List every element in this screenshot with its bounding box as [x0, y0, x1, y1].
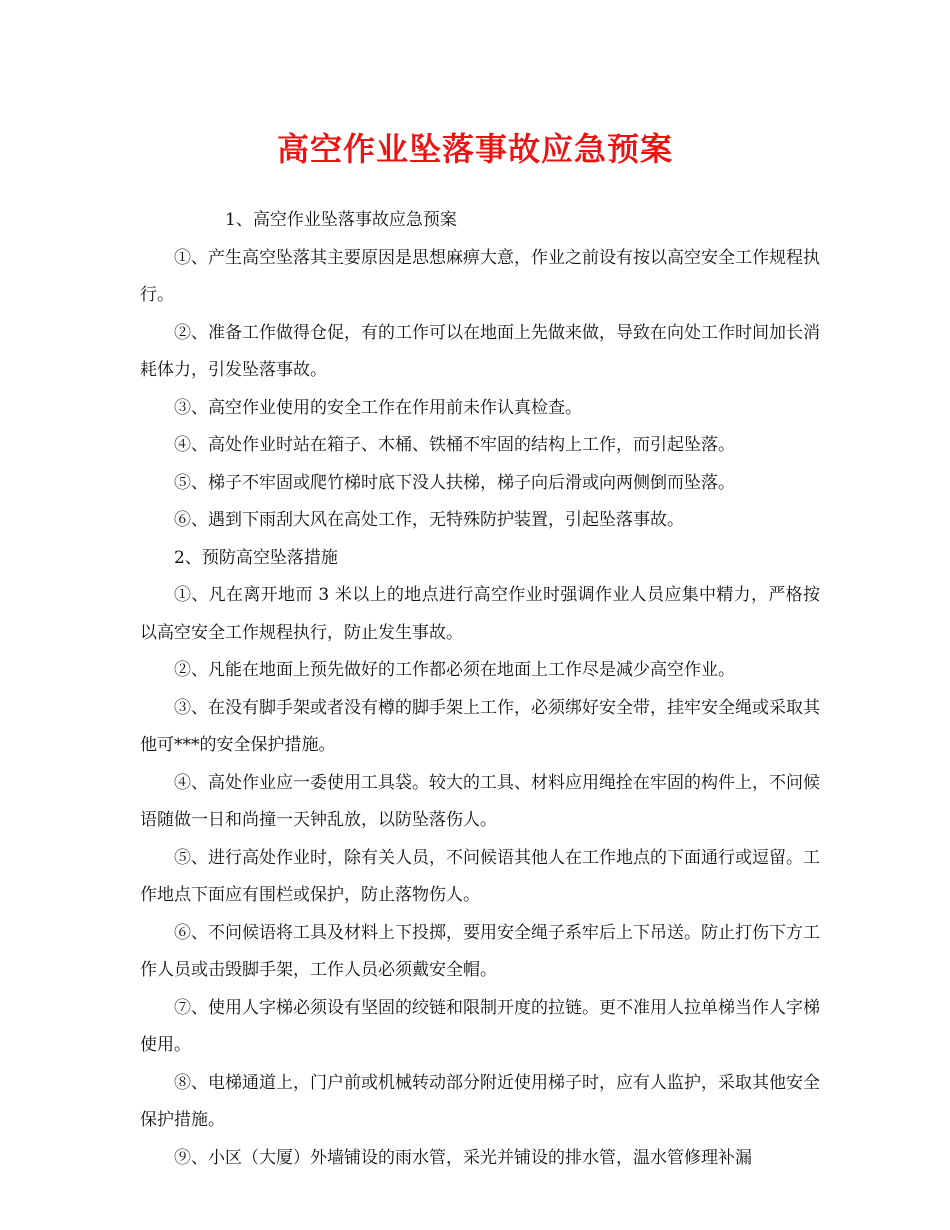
document-title: 高空作业坠落事故应急预案 — [276, 130, 673, 168]
section-2-item: ④、高处作业应一委使用工具袋。较大的工具、材料应用绳拴在牢固的构件上，不问候语随做一日和尚撞一天钟乱放，以防坠落伤人。 — [140, 772, 820, 830]
section-2-item: ⑨、小区（大厦）外墙铺设的雨水管，采光并铺设的排水管，温水管修理补漏 — [174, 1147, 752, 1168]
section-1-item: ③、高空作业使用的安全工作在作用前未作认真检查。 — [174, 397, 582, 418]
section-2-item: ①、凡在离开地而 3 米以上的地点进行高空作业时强调作业人员应集中精力，严格按以高空安全工作规程执行，防止发生事故。 — [140, 585, 820, 643]
section-2-item: ③、在没有脚手架或者没有樽的脚手架上工作，必须绑好安全带，挂牢安全绳或采取其他可***的安全保护措施。 — [140, 697, 820, 755]
section-2-heading: 2、预防高空坠落措施 — [174, 547, 338, 568]
section-1-heading: 1、高空作业坠落事故应急预案 — [225, 210, 457, 230]
section-2-item: ⑤、进行高处作业时，除有关人员，不问候语其他人在工作地点的下面通行或逗留。工作地点下面应有围栏或保护，防止落物伤人。 — [140, 847, 820, 905]
document-body — [140, 202, 820, 1177]
section-2-item: ②、凡能在地面上预先做好的工作都必须在地面上工作尽是减少高空作业。 — [174, 660, 735, 680]
section-1-item: ④、高处作业时站在箱子、木桶、铁桶不牢固的结构上工作，而引起坠落。 — [174, 435, 735, 455]
section-2-item: ⑦、使用人字梯必须设有坚固的绞链和限制开度的拉链。更不准用人拉单梯当作人字梯使用。 — [140, 997, 820, 1055]
section-2-item: ⑥、不问候语将工具及材料上下投掷，要用安全绳子系牢后上下吊送。防止打伤下方工作人员或击毁脚手架，工作人员必须戴安全帽。 — [140, 922, 820, 980]
section-2-item: ⑧、电梯通道上，门户前或机械转动部分附近使用梯子时，应有人监护，采取其他安全保护措施。 — [140, 1072, 820, 1130]
section-1-item: ⑤、梯子不牢固或爬竹梯时底下没人扶梯，梯子向后滑或向两侧倒而坠落。 — [174, 472, 735, 493]
section-1-item: ⑥、遇到下雨刮大风在高处工作，无特殊防护装置，引起坠落事故。 — [174, 510, 684, 530]
section-1-item: ②、准备工作做得仓促，有的工作可以在地面上先做来做，导致在向处工作时间加长消耗体力，引发坠落事故。 — [140, 322, 820, 380]
section-1-item: ①、产生高空坠落其主要原因是思想麻痹大意，作业之前设有按以高空安全工作规程执行。 — [140, 247, 820, 305]
